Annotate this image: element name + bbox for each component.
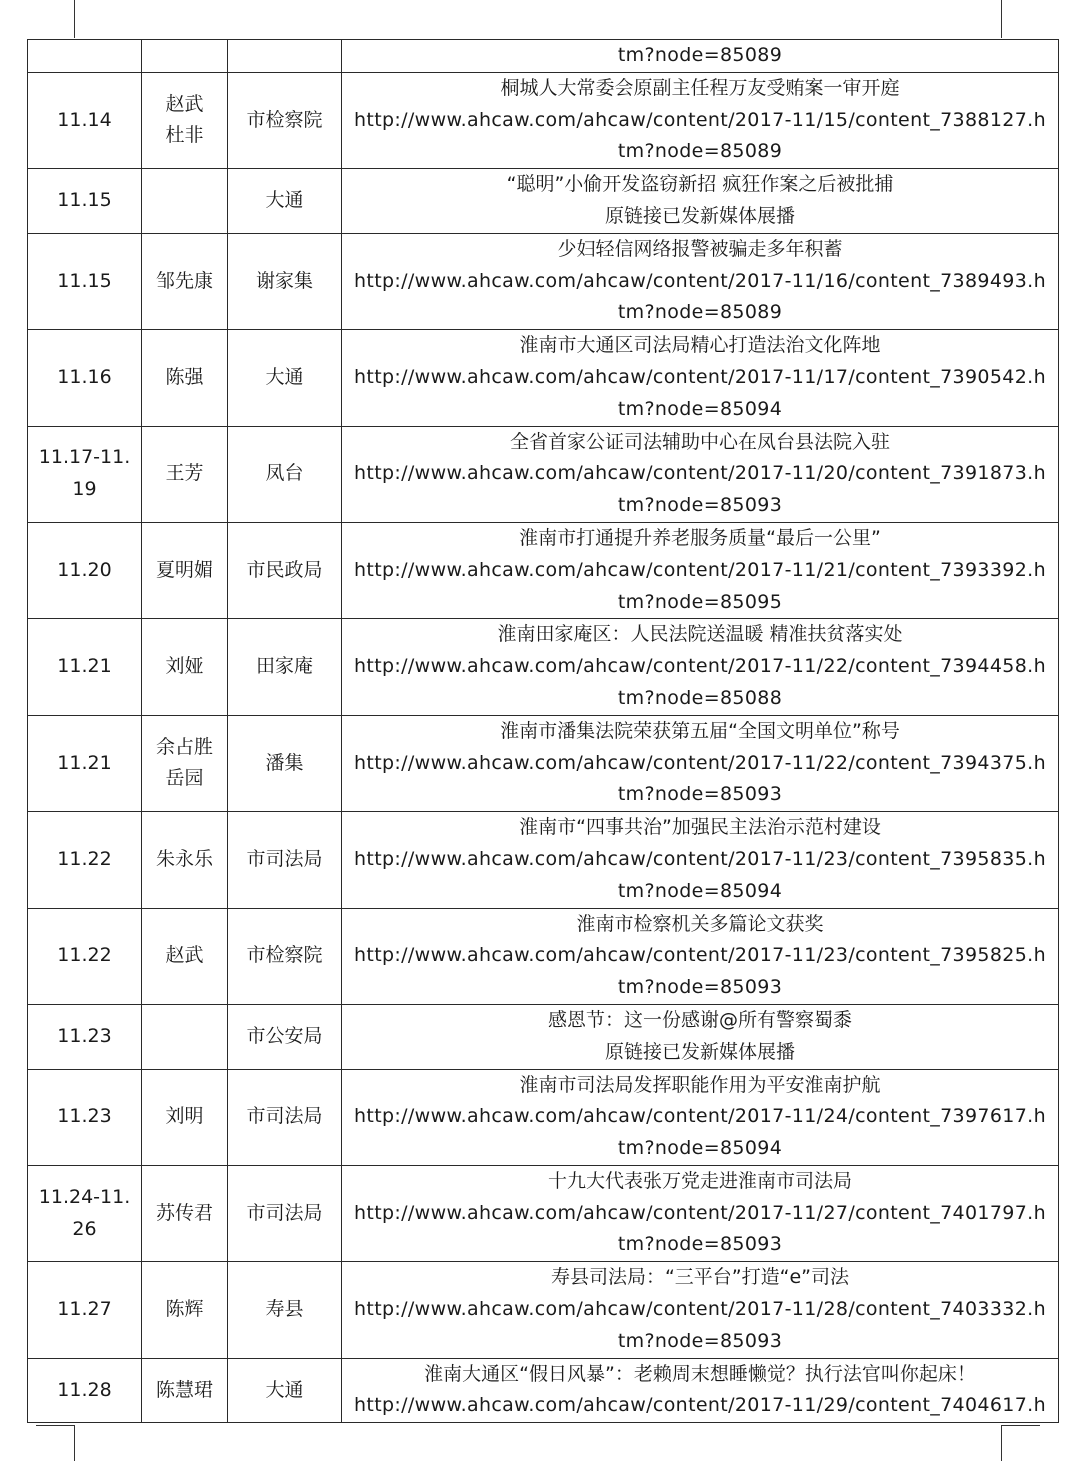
content-cell	[342, 715, 1059, 811]
content-cell	[342, 619, 1059, 715]
unit-name: 田家庵	[255, 655, 313, 678]
date-line: 26	[72, 1217, 97, 1240]
author-cell	[142, 1262, 228, 1358]
unit-name: 市司法局	[246, 1201, 323, 1224]
content-cell	[342, 908, 1059, 1004]
date-text: 11.28	[57, 1378, 112, 1401]
link-text[interactable]: http://www.ahcaw.com/ahcaw/content/2017-11/23/content_7395835.h	[354, 847, 1046, 870]
content-cell	[342, 1069, 1059, 1165]
link-text[interactable]: http://www.ahcaw.com/ahcaw/content/2017-11/17/content_7390542.h	[354, 365, 1046, 388]
crop-mark-bottom-left-v	[74, 1425, 75, 1461]
author-name: 杜非	[165, 124, 204, 147]
link-text[interactable]: http://www.ahcaw.com/ahcaw/content/2017-11/20/content_7391873.h	[354, 462, 1046, 485]
table-row	[28, 40, 1059, 73]
article-title: 淮南市检察机关多篇论文获奖	[576, 912, 824, 935]
unit-name: 凤台	[265, 462, 304, 485]
content-cell	[342, 233, 1059, 329]
author-cell	[142, 812, 228, 908]
content-cell	[342, 812, 1059, 908]
table-row	[28, 619, 1059, 715]
unit-cell	[228, 522, 342, 618]
date-text: 11.16	[57, 365, 112, 388]
author-cell	[142, 619, 228, 715]
date-cell	[28, 72, 142, 168]
date-cell	[28, 908, 142, 1004]
date-cell	[28, 619, 142, 715]
date-cell	[28, 40, 142, 73]
unit-name: 市司法局	[246, 1105, 323, 1128]
link-text[interactable]: http://www.ahcaw.com/ahcaw/content/2017-11/27/content_7401797.h	[354, 1201, 1046, 1224]
author-name: 赵武	[165, 944, 204, 967]
author-cell	[142, 522, 228, 618]
article-title: 寿县司法局：“三平台”打造“e”司法	[550, 1266, 850, 1289]
date-line: 19	[72, 478, 97, 501]
table-row	[28, 715, 1059, 811]
date-line: 11.17-11.	[38, 446, 131, 469]
unit-name: 大通	[265, 365, 304, 388]
article-title: 淮南市大通区司法局精心打造法治文化阵地	[519, 334, 881, 357]
table-row	[28, 1069, 1059, 1165]
author-name: 邹先康	[155, 269, 213, 292]
content-cell	[342, 426, 1059, 522]
author-name: 王芳	[165, 462, 204, 485]
unit-cell	[228, 619, 342, 715]
article-title: “聪明”小偷开发盗窃新招 疯狂作案之后被批捕	[506, 173, 894, 196]
author-name: 余占胜	[155, 735, 213, 758]
link-text: tm?node=85093	[617, 976, 783, 999]
article-title: 淮南市打通提升养老服务质量“最后一公里”	[519, 526, 881, 549]
unit-cell	[228, 1358, 342, 1423]
author-name: 岳园	[165, 767, 204, 790]
article-title: 十九大代表张万党走进淮南市司法局	[547, 1169, 852, 1192]
author-cell	[142, 330, 228, 426]
content-cell	[342, 169, 1059, 234]
unit-name: 市民政局	[246, 558, 323, 581]
table-row	[28, 1004, 1059, 1069]
article-title: 淮南市司法局发挥职能作用为平安淮南护航	[519, 1073, 881, 1096]
unit-cell	[228, 169, 342, 234]
article-title: 感恩节：这一份感谢@所有警察蜀黍	[547, 1008, 852, 1031]
crop-mark-top-left	[74, 0, 75, 38]
date-text: 11.27	[57, 1298, 112, 1321]
date-cell	[28, 426, 142, 522]
link-text: tm?node=85094	[617, 397, 783, 420]
date-text: 11.21	[57, 655, 112, 678]
article-title: 原链接已发新媒体展播	[604, 204, 795, 227]
unit-cell	[228, 40, 342, 73]
article-title: 桐城人大常委会原副主任程万友受贿案一审开庭	[500, 76, 900, 99]
unit-name: 潘集	[265, 751, 304, 774]
content-cell	[342, 1165, 1059, 1261]
date-text: 11.15	[57, 269, 112, 292]
author-name: 陈辉	[165, 1298, 204, 1321]
date-cell	[28, 233, 142, 329]
unit-cell	[228, 1262, 342, 1358]
table-row	[28, 330, 1059, 426]
author-name: 刘娅	[165, 655, 204, 678]
news-report-table	[27, 39, 1059, 1423]
author-name: 刘明	[165, 1105, 204, 1128]
author-cell	[142, 1069, 228, 1165]
date-cell	[28, 1069, 142, 1165]
unit-cell	[228, 1004, 342, 1069]
link-text[interactable]: http://www.ahcaw.com/ahcaw/content/2017-11/22/content_7394458.h	[354, 655, 1046, 678]
link-text[interactable]: http://www.ahcaw.com/ahcaw/content/2017-11/28/content_7403332.h	[354, 1298, 1046, 1321]
link-text[interactable]: http://www.ahcaw.com/ahcaw/content/2017-11/29/content_7404617.h	[354, 1394, 1046, 1417]
author-cell	[142, 72, 228, 168]
table-row	[28, 1165, 1059, 1261]
date-cell	[28, 715, 142, 811]
unit-name: 市司法局	[246, 847, 323, 870]
link-text[interactable]: http://www.ahcaw.com/ahcaw/content/2017-11/15/content_7388127.h	[354, 108, 1046, 131]
unit-cell	[228, 426, 342, 522]
table-row	[28, 1262, 1059, 1358]
unit-name: 大通	[265, 189, 304, 212]
link-text: tm?node=85089	[617, 301, 783, 324]
link-text: tm?node=85089	[617, 140, 783, 163]
date-cell	[28, 812, 142, 908]
link-text: tm?node=85093	[617, 494, 783, 517]
date-text: 11.23	[57, 1024, 112, 1047]
article-title: 淮南大通区“假日风暴”：老赖周末想睡懒觉？执行法官叫你起床！	[424, 1362, 976, 1385]
link-text[interactable]: http://www.ahcaw.com/ahcaw/content/2017-11/24/content_7397617.h	[354, 1105, 1046, 1128]
crop-mark-bottom-left-h	[36, 1425, 75, 1426]
author-cell	[142, 1165, 228, 1261]
link-text: tm?node=85093	[617, 1233, 783, 1256]
date-text: 11.14	[57, 108, 112, 131]
unit-cell	[228, 72, 342, 168]
date-cell	[28, 169, 142, 234]
table-row	[28, 72, 1059, 168]
link-text: tm?node=85093	[617, 783, 783, 806]
content-cell	[342, 330, 1059, 426]
link-text: tm?node=85094	[617, 879, 783, 902]
content-cell	[342, 1358, 1059, 1423]
article-title: 淮南田家庵区：人民法院送温暖 精准扶贫落实处	[497, 623, 903, 646]
date-cell	[28, 330, 142, 426]
link-text: tm?node=85095	[617, 590, 783, 613]
unit-cell	[228, 812, 342, 908]
date-cell	[28, 1358, 142, 1423]
date-line: 11.24-11.	[38, 1185, 131, 1208]
link-text[interactable]: http://www.ahcaw.com/ahcaw/content/2017-11/16/content_7389493.h	[354, 269, 1046, 292]
author-name: 陈慧珺	[155, 1378, 213, 1401]
link-text: tm?node=85088	[617, 686, 783, 709]
date-text: 11.21	[57, 751, 112, 774]
content-cell	[342, 1262, 1059, 1358]
unit-cell	[228, 233, 342, 329]
link-text[interactable]: http://www.ahcaw.com/ahcaw/content/2017-11/21/content_7393392.h	[354, 558, 1046, 581]
author-cell	[142, 908, 228, 1004]
article-title: 原链接已发新媒体展播	[604, 1040, 795, 1063]
article-title: 淮南市“四事共治”加强民主法治示范村建设	[519, 816, 881, 839]
crop-mark-bottom-right-h	[1001, 1425, 1040, 1426]
table-row	[28, 522, 1059, 618]
table-row	[28, 1358, 1059, 1423]
author-cell	[142, 1004, 228, 1069]
author-name: 陈强	[165, 365, 204, 388]
unit-cell	[228, 330, 342, 426]
author-cell	[142, 40, 228, 73]
table-row	[28, 233, 1059, 329]
unit-name: 寿县	[265, 1298, 304, 1321]
date-cell	[28, 522, 142, 618]
link-text: tm?node=85089	[617, 44, 783, 66]
table-row	[28, 812, 1059, 908]
crop-mark-bottom-right-v	[1001, 1425, 1002, 1461]
unit-name: 市检察院	[246, 108, 323, 131]
author-cell	[142, 169, 228, 234]
date-text: 11.15	[57, 189, 112, 212]
author-name: 赵武	[165, 92, 204, 115]
content-cell	[342, 522, 1059, 618]
table-body	[28, 40, 1059, 1423]
unit-name: 市检察院	[246, 944, 323, 967]
table-row	[28, 426, 1059, 522]
unit-cell	[228, 1069, 342, 1165]
article-title: 全省首家公证司法辅助中心在凤台县法院入驻	[509, 430, 890, 453]
link-text: tm?node=85094	[617, 1137, 783, 1160]
date-cell	[28, 1004, 142, 1069]
date-cell	[28, 1165, 142, 1261]
unit-cell	[228, 908, 342, 1004]
link-text: tm?node=85093	[617, 1329, 783, 1352]
date-text: 11.20	[57, 558, 112, 581]
content-cell	[342, 40, 1059, 73]
date-text: 11.22	[57, 944, 112, 967]
date-text: 11.22	[57, 847, 112, 870]
author-cell	[142, 1358, 228, 1423]
content-cell	[342, 72, 1059, 168]
article-title: 淮南市潘集法院荣获第五届“全国文明单位”称号	[500, 719, 900, 742]
content-cell	[342, 1004, 1059, 1069]
unit-name: 谢家集	[255, 269, 313, 292]
unit-cell	[228, 715, 342, 811]
unit-name: 大通	[265, 1378, 304, 1401]
table-row	[28, 908, 1059, 1004]
author-cell	[142, 426, 228, 522]
link-text[interactable]: http://www.ahcaw.com/ahcaw/content/2017-11/23/content_7395825.h	[354, 944, 1046, 967]
link-text[interactable]: http://www.ahcaw.com/ahcaw/content/2017-11/22/content_7394375.h	[354, 751, 1046, 774]
author-name: 苏传君	[155, 1201, 213, 1224]
table-row	[28, 169, 1059, 234]
crop-mark-top-right	[1001, 0, 1002, 38]
date-text: 11.23	[57, 1105, 112, 1128]
author-name: 朱永乐	[155, 847, 213, 870]
article-title: 少妇轻信网络报警被骗走多年积蓄	[557, 237, 843, 260]
date-cell	[28, 1262, 142, 1358]
author-cell	[142, 233, 228, 329]
author-name: 夏明媚	[155, 558, 213, 581]
unit-cell	[228, 1165, 342, 1261]
unit-name: 市公安局	[246, 1024, 323, 1047]
author-cell	[142, 715, 228, 811]
